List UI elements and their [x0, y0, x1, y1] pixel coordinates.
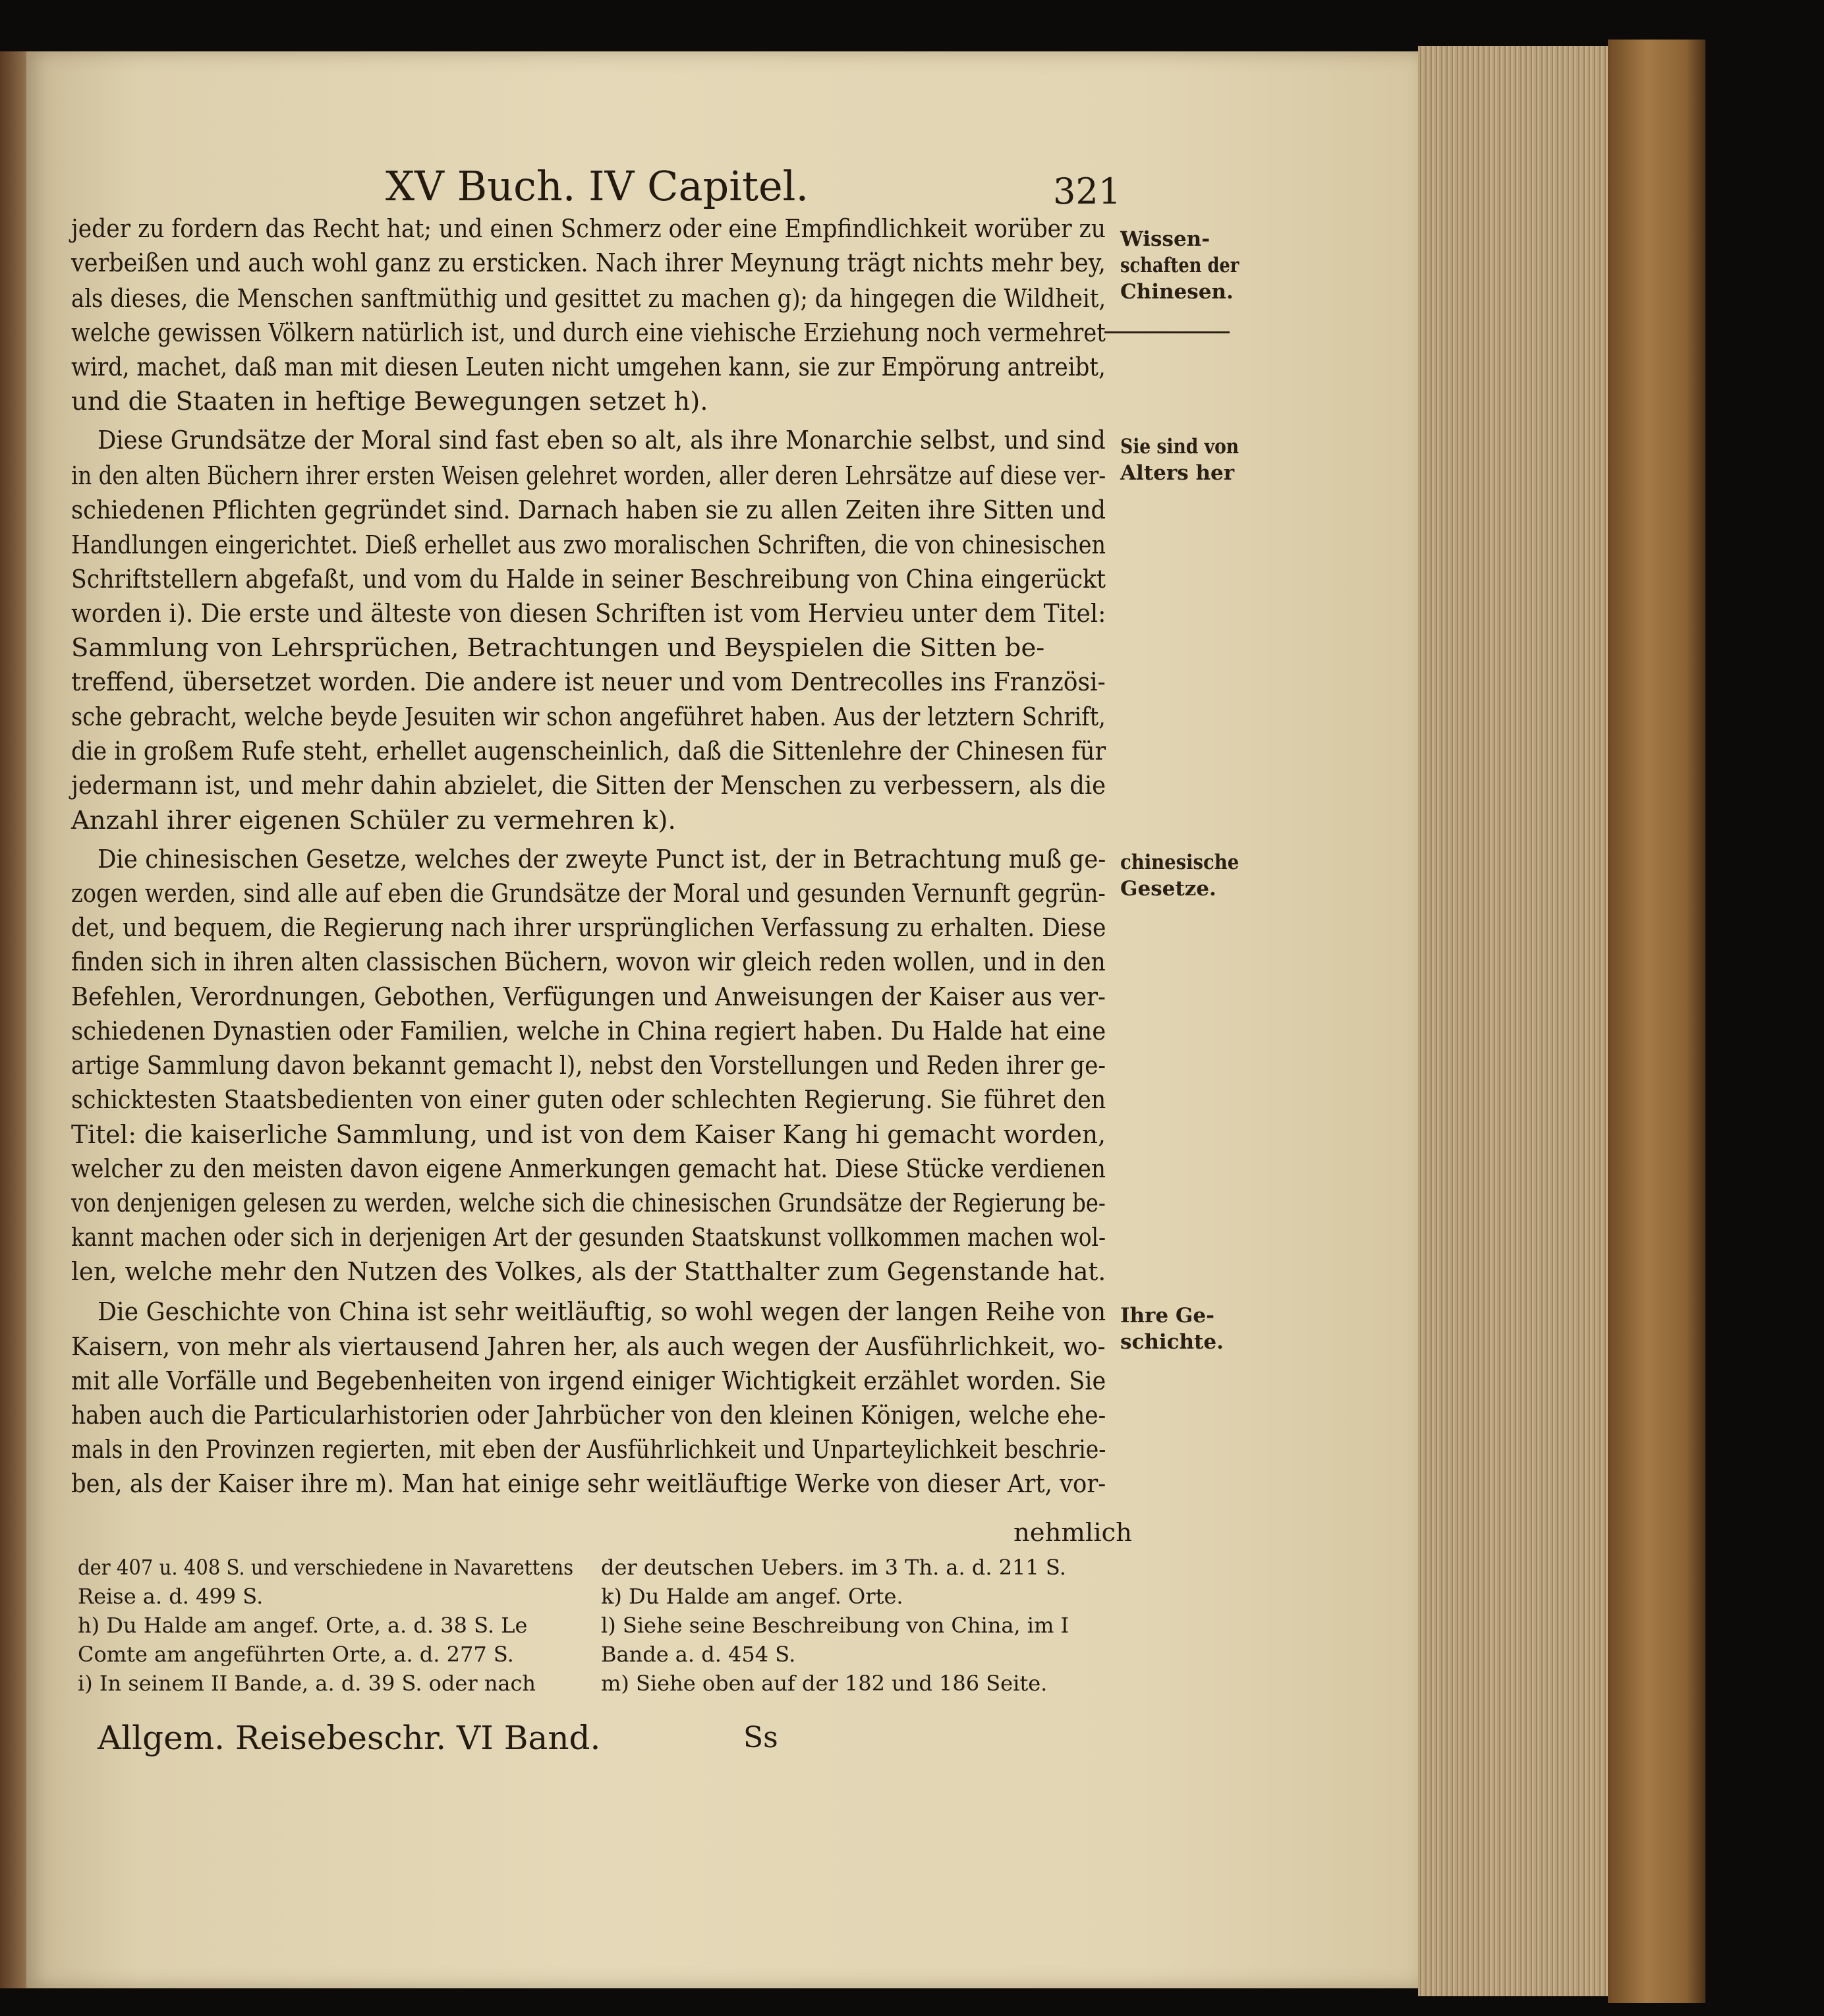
footnote-line: Bande a. d. 454 S.	[601, 1642, 796, 1667]
body-line: als dieses, die Menschen sanftmüthig und gesittet zu machen g); da hingegen die Wildheit,	[71, 284, 1106, 314]
body-line: artige Sammlung davon bekannt gemacht l), nebst den Vorstellungen und Reden ihrer ge-	[71, 1051, 1106, 1080]
page-block-edges	[1418, 46, 1613, 1996]
body-line: Titel: die kaiserliche Sammlung, und ist von dem Kaiser Kang hi gemacht worden,	[71, 1120, 1106, 1150]
margin-note-line: Chinesen.	[1120, 280, 1234, 304]
body-line: welche gewissen Völkern natürlich ist, und durch eine viehische Erziehung noch vermehret	[71, 318, 1106, 348]
book-cover-edge	[1608, 40, 1705, 2003]
footnote-line: l) Siehe seine Beschreibung von China, im I	[601, 1613, 1069, 1638]
margin-note-line: Alters her	[1120, 461, 1235, 485]
body-line: jedermann ist, und mehr dahin abzielet, die Sitten der Menschen zu verbessern, als die	[71, 771, 1106, 800]
footnote-line: Comte am angeführten Orte, a. d. 277 S.	[78, 1642, 514, 1667]
body-line: schiedenen Pflichten gegründet sind. Darnach haben sie zu allen Zeiten ihre Sitten und	[71, 495, 1106, 525]
body-line: mit alle Vorfälle und Begebenheiten von irgend einiger Wichtigkeit erzählet worden. Sie	[71, 1366, 1106, 1396]
footnote-line: Reise a. d. 499 S.	[78, 1584, 264, 1609]
body-line: Befehlen, Verordnungen, Gebothen, Verfügungen und Anweisungen der Kaiser aus ver-	[71, 982, 1106, 1012]
margin-note-line: Wissen-	[1120, 227, 1211, 251]
margin-note-line: Ihre Ge-	[1120, 1304, 1214, 1328]
body-line: Die chinesischen Gesetze, welches der zweyte Punct ist, der in Betrachtung muß ge-	[98, 845, 1106, 874]
body-line: Schriftstellern abgefaßt, und vom du Halde in seiner Beschreibung von China eingerückt	[71, 565, 1106, 594]
signature-mark: Ss	[743, 1721, 778, 1754]
margin-note-line: schaften der	[1120, 254, 1240, 277]
body-line: Anzahl ihrer eigenen Schüler zu vermehren k).	[71, 806, 676, 835]
footnote-line: i) In seinem II Bande, a. d. 39 S. oder nach	[78, 1671, 536, 1696]
margin-note-line: Sie sind von	[1120, 435, 1240, 459]
body-line: schicktesten Staatsbedienten von einer guten oder schlechten Regierung. Sie führet den	[71, 1085, 1106, 1115]
running-title: XV Buch. IV Capitel.	[385, 162, 809, 210]
margin-underline	[1104, 331, 1230, 333]
footnote-line: der deutschen Uebers. im 3 Th. a. d. 211 S.	[601, 1555, 1066, 1580]
footnote-line: h) Du Halde am angef. Orte, a. d. 38 S. Le	[78, 1613, 528, 1638]
page-number: 321	[1053, 171, 1122, 212]
body-line: Diese Grundsätze der Moral sind fast eben so alt, als ihre Monarchie selbst, und sind	[98, 426, 1106, 455]
catchword: nehmlich	[1013, 1518, 1132, 1548]
body-line: det, und bequem, die Regierung nach ihrer ursprünglichen Verfassung zu erhalten. Diese	[71, 913, 1106, 943]
body-line: die in großem Rufe steht, erhellet augenscheinlich, daß die Sittenlehre der Chinesen für	[71, 737, 1106, 766]
body-line: mals in den Provinzen regierten, mit eben der Ausführlichkeit und Unparteylichkeit beschrie-	[71, 1435, 1106, 1465]
body-line: Sammlung von Lehrsprüchen, Betrachtungen und Beyspielen die Sitten be-	[71, 633, 1045, 663]
body-line: schiedenen Dynastien oder Familien, welche in China regiert haben. Du Halde hat eine	[71, 1017, 1106, 1046]
body-line: und die Staaten in heftige Bewegungen setzet h).	[71, 387, 708, 416]
body-line: kannt machen oder sich in derjenigen Art der gesunden Staatskunst vollkommen machen wol-	[71, 1223, 1106, 1252]
margin-note-line: Gesetze.	[1120, 877, 1216, 901]
body-line: finden sich in ihren alten classischen Büchern, wovon wir gleich reden wollen, und in den	[71, 947, 1106, 977]
margin-note-line: chinesische	[1120, 851, 1240, 874]
body-line: verbeißen und auch wohl ganz zu ersticken. Nach ihrer Meynung trägt nichts mehr bey,	[71, 248, 1106, 278]
body-line: haben auch die Particularhistorien oder Jahrbücher von den kleinen Königen, welche ehe-	[71, 1401, 1106, 1430]
body-line: von denjenigen gelesen zu werden, welche sich die chinesischen Grundsätze der Regierung be-	[71, 1189, 1106, 1218]
footnote-line: k) Du Halde am angef. Orte.	[601, 1584, 903, 1609]
body-line: in den alten Büchern ihrer ersten Weisen gelehret worden, aller deren Lehrsätze auf diese ver-	[71, 461, 1106, 491]
margin-note-line: schichte.	[1120, 1330, 1224, 1354]
body-line: welcher zu den meisten davon eigene Anmerkungen gemacht hat. Diese Stücke verdienen	[71, 1154, 1106, 1184]
body-line: Die Geschichte von China ist sehr weitläuftig, so wohl wegen der langen Reihe von	[98, 1297, 1106, 1327]
body-line: zogen werden, sind alle auf eben die Grundsätze der Moral und gesunden Vernunft gegrün-	[71, 879, 1106, 909]
body-line: treffend, übersetzet worden. Die andere ist neuer und vom Dentrecolles ins Französi-	[71, 667, 1106, 697]
body-line: worden i). Die erste und älteste von diesen Schriften ist vom Hervieu unter dem Titel:	[71, 599, 1106, 629]
body-line: Handlungen eingerichtet. Dieß erhellet aus zwo moralischen Schriften, die von chinesischen	[71, 530, 1106, 560]
body-line: len, welche mehr den Nutzen des Volkes, als der Statthalter zum Gegenstande hat.	[71, 1257, 1106, 1287]
body-line: ben, als der Kaiser ihre m). Man hat einige sehr weitläuftige Werke von dieser Art, vor-	[71, 1469, 1106, 1499]
footnote-line: der 407 u. 408 S. und verschiedene in Navarettens	[78, 1555, 574, 1580]
signature-line: Allgem. Reisebeschr. VI Band.	[98, 1719, 601, 1757]
body-line: sche gebracht, welche beyde Jesuiten wir schon angeführet haben. Aus der letztern Schrift,	[71, 702, 1106, 732]
footnote-line: m) Siehe oben auf der 182 und 186 Seite.	[601, 1671, 1048, 1696]
body-line: Kaisern, von mehr als viertausend Jahren her, als auch wegen der Ausführlichkeit, wo-	[71, 1332, 1106, 1362]
body-line: jeder zu fordern das Recht hat; und einen Schmerz oder eine Empfindlichkeit worüber zu	[71, 214, 1106, 244]
body-line: wird, machet, daß man mit diesen Leuten nicht umgehen kann, sie zur Empörung antreibt,	[71, 352, 1106, 382]
